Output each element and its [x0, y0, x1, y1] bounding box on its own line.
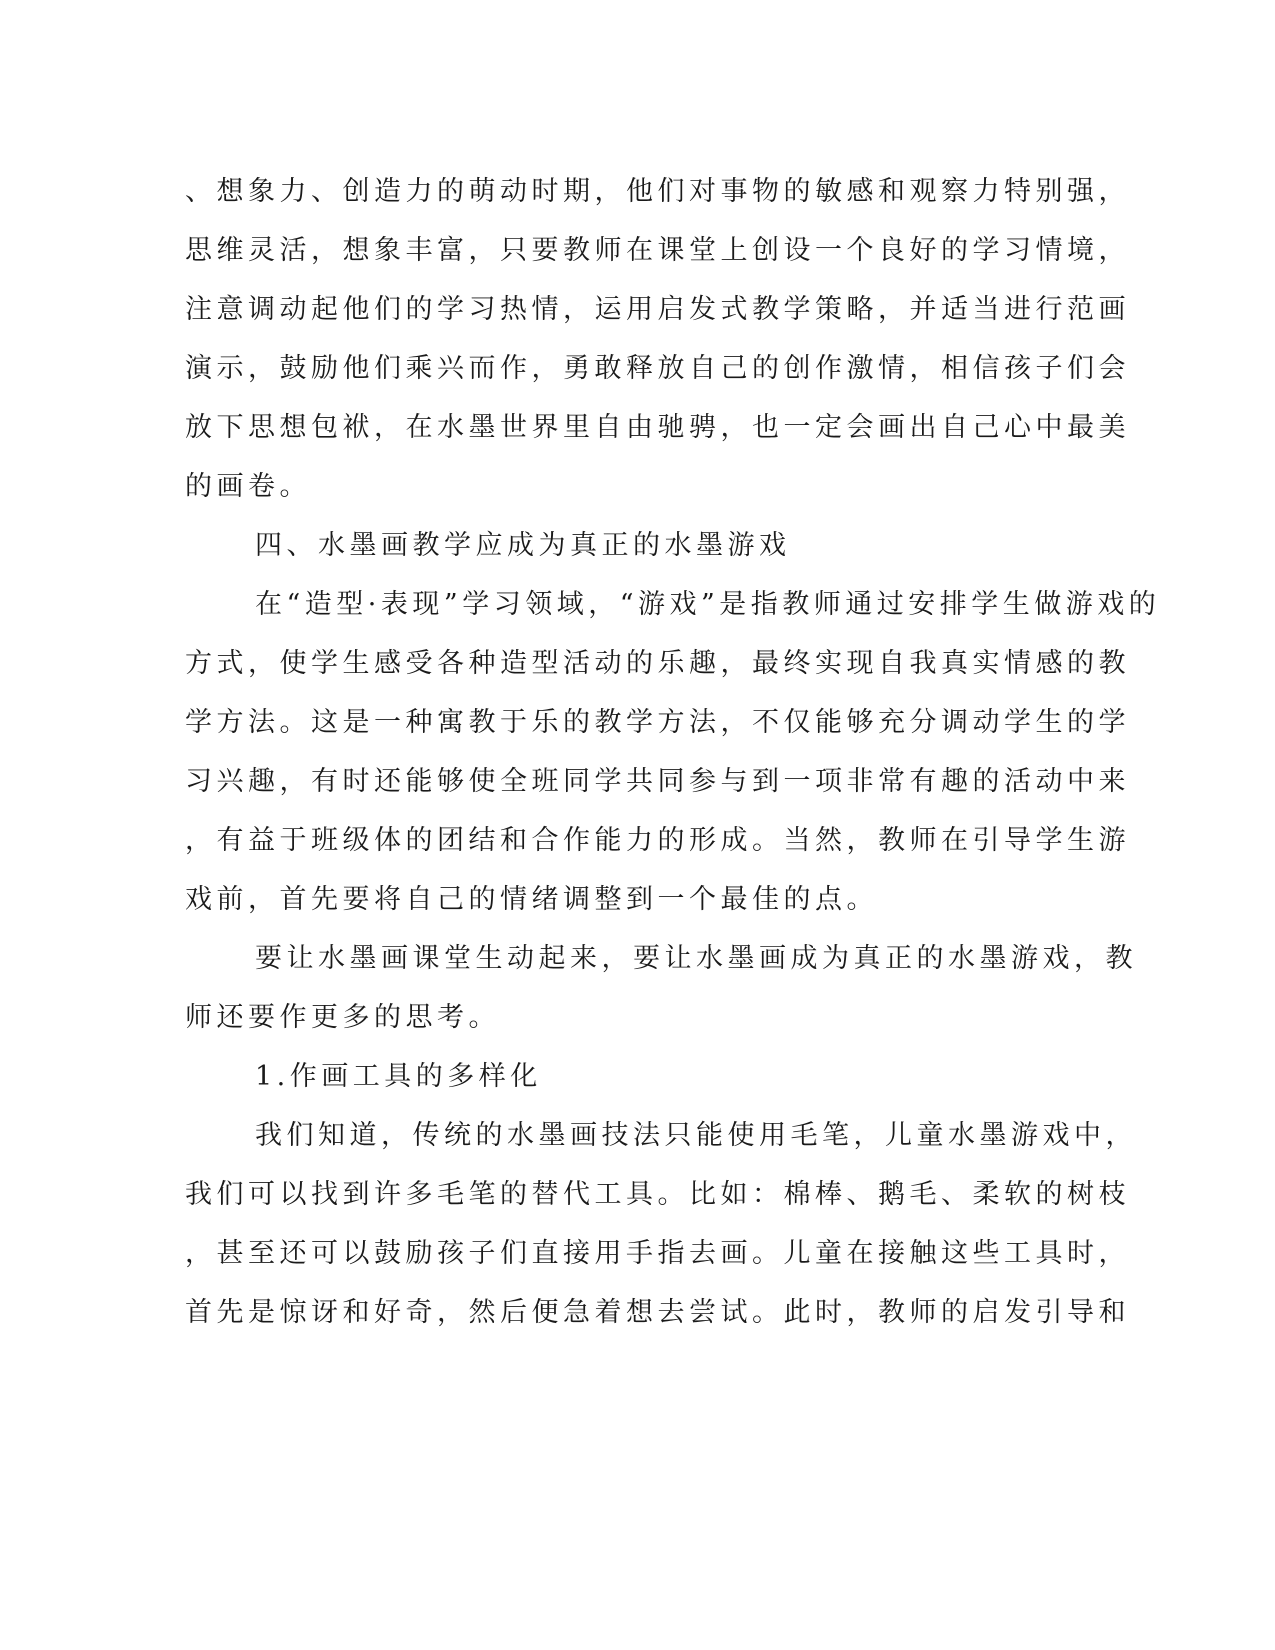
text-line: 方式，使学生感受各种造型活动的乐趣，最终实现自我真实情感的教 — [185, 648, 1130, 679]
text-line: 戏前，首先要将自己的情绪调整到一个最佳的点。 — [185, 884, 878, 915]
text-line: 演示，鼓励他们乘兴而作，勇敢释放自己的创作激情，相信孩子们会 — [185, 353, 1130, 384]
section-heading: 四、水墨画教学应成为真正的水墨游戏 — [255, 530, 791, 561]
text-line: 放下思想包袱，在水墨世界里自由驰骋，也一定会画出自己心中最美 — [185, 412, 1130, 443]
paragraph-start: 要让水墨画课堂生动起来，要让水墨画成为真正的水墨游戏，教 — [255, 943, 1137, 974]
text-line: 首先是惊讶和好奇，然后便急着想去尝试。此时，教师的启发引导和 — [185, 1297, 1130, 1328]
text-line: 习兴趣，有时还能够使全班同学共同参与到一项非常有趣的活动中来 — [185, 766, 1130, 797]
text-line: 我们可以找到许多毛笔的替代工具。比如：棉棒、鹅毛、柔软的树枝 — [185, 1179, 1130, 1210]
text-line: 的画卷。 — [185, 471, 311, 502]
text-line: 注意调动起他们的学习热情，运用启发式教学策略，并适当进行范画 — [185, 294, 1130, 325]
text-line: 学方法。这是一种寓教于乐的教学方法，不仅能够充分调动学生的学 — [185, 707, 1130, 738]
document-body — [185, 162, 1161, 1342]
text-line: ，甚至还可以鼓励孩子们直接用手指去画。儿童在接触这些工具时， — [185, 1238, 1130, 1269]
paragraph-start: 在“造型·表现”学习领域，“游戏”是指教师通过安排学生做游戏的 — [255, 589, 1161, 620]
text-line: 思维灵活，想象丰富，只要教师在课堂上创设一个良好的学习情境， — [185, 235, 1130, 266]
text-line: 、想象力、创造力的萌动时期，他们对事物的敏感和观察力特别强， — [185, 176, 1130, 207]
subsection-heading: 1.作画工具的多样化 — [255, 1061, 542, 1092]
text-line: ，有益于班级体的团结和合作能力的形成。当然，教师在引导学生游 — [185, 825, 1130, 856]
paragraph-start: 我们知道，传统的水墨画技法只能使用毛笔，儿童水墨游戏中， — [255, 1120, 1137, 1151]
text-line: 师还要作更多的思考。 — [185, 1002, 500, 1033]
